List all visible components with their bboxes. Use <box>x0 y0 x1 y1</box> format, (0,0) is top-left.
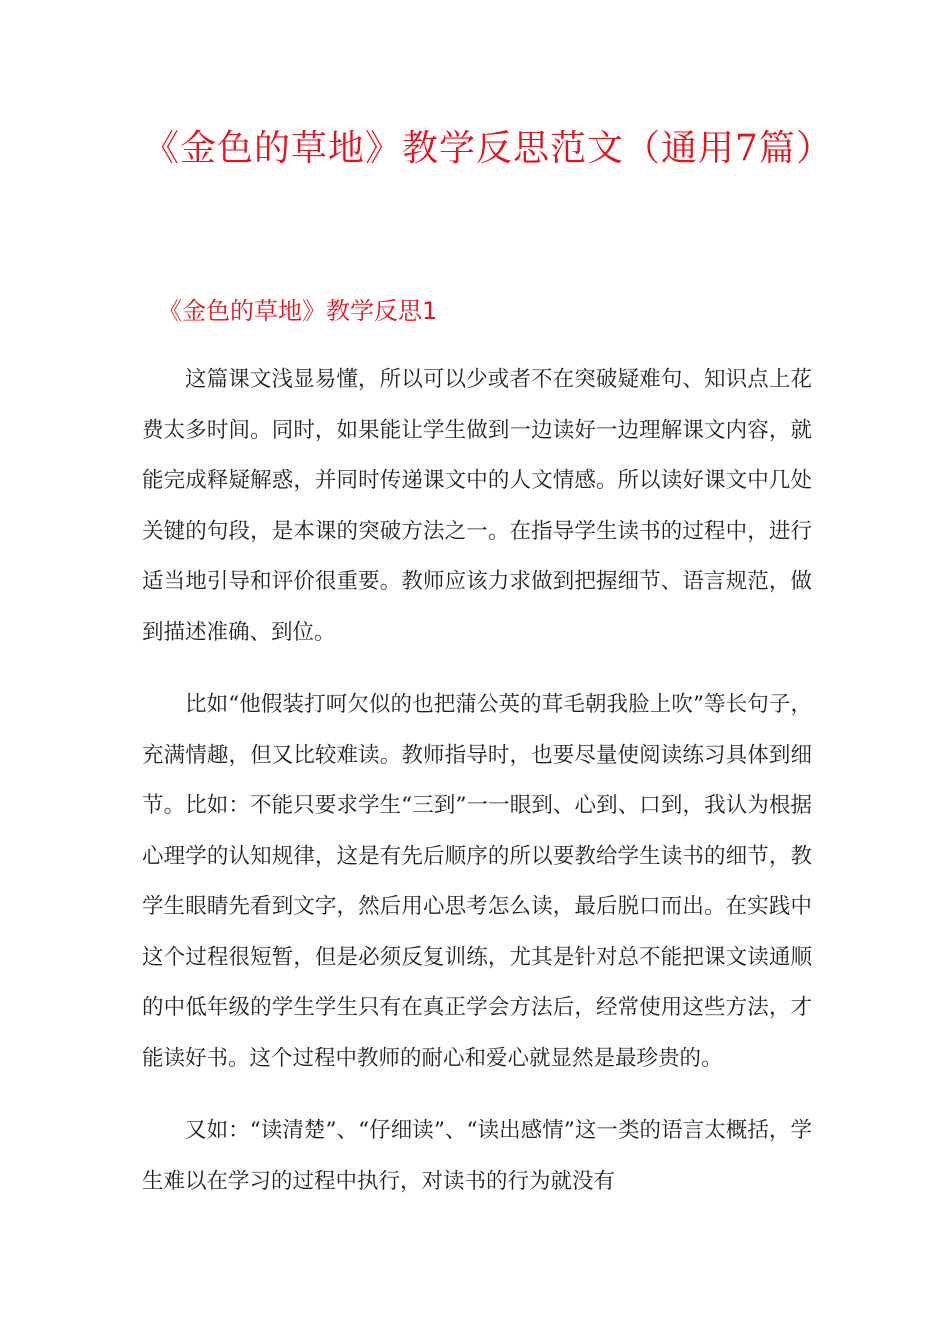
document-body <box>142 355 812 1229</box>
paragraph-2: 比如“他假装打呵欠似的也把蒲公英的茸毛朝我脸上吹”等长句子，充满情趣，但又比较难读。教师指导时，也要尽量使阅读练习具体到细节。比如：不能只要求学生“三到”一一眼到、心到、口到，我认为根据心理学的认知规律，这是有先后顺序的所以要教给学生读书的细节，教学生眼睛先看到文字，然后用心思考怎么读，最后脱口而出。在实践中这个过程很短暂，但是必须反复训练，尤其是针对总不能把课文读通顺的中低年级的学生学生只有在真正学会方法后，经常使用这些方法，才能读好书。这个过程中教师的耐心和爱心就显然是最珍贵的。 <box>142 692 812 1071</box>
paragraph-1: 这篇课文浅显易懂，所以可以少或者不在突破疑难句、知识点上花费太多时间。同时，如果能让学生做到一边读好一边理解课文内容，就能完成释疑解惑，并同时传递课文中的人文情感。所以读好课文中几处关键的句段，是本课的突破方法之一。在指导学生读书的过程中，进行适当地引导和评价很重要。教师应该力求做到把握细节、语言规范，做到描述准确、到位。 <box>142 367 812 645</box>
section-heading: 《金色的草地》教学反思1 <box>158 297 438 325</box>
document-title: 《金色的草地》教学反思范文（通用7篇） <box>143 128 833 169</box>
paragraph-3: 又如：“读清楚”、“仔细读”、“读出感情”这一类的语言太概括，学生难以在学习的过程中执行，对读书的行为就没有 <box>142 1118 812 1194</box>
